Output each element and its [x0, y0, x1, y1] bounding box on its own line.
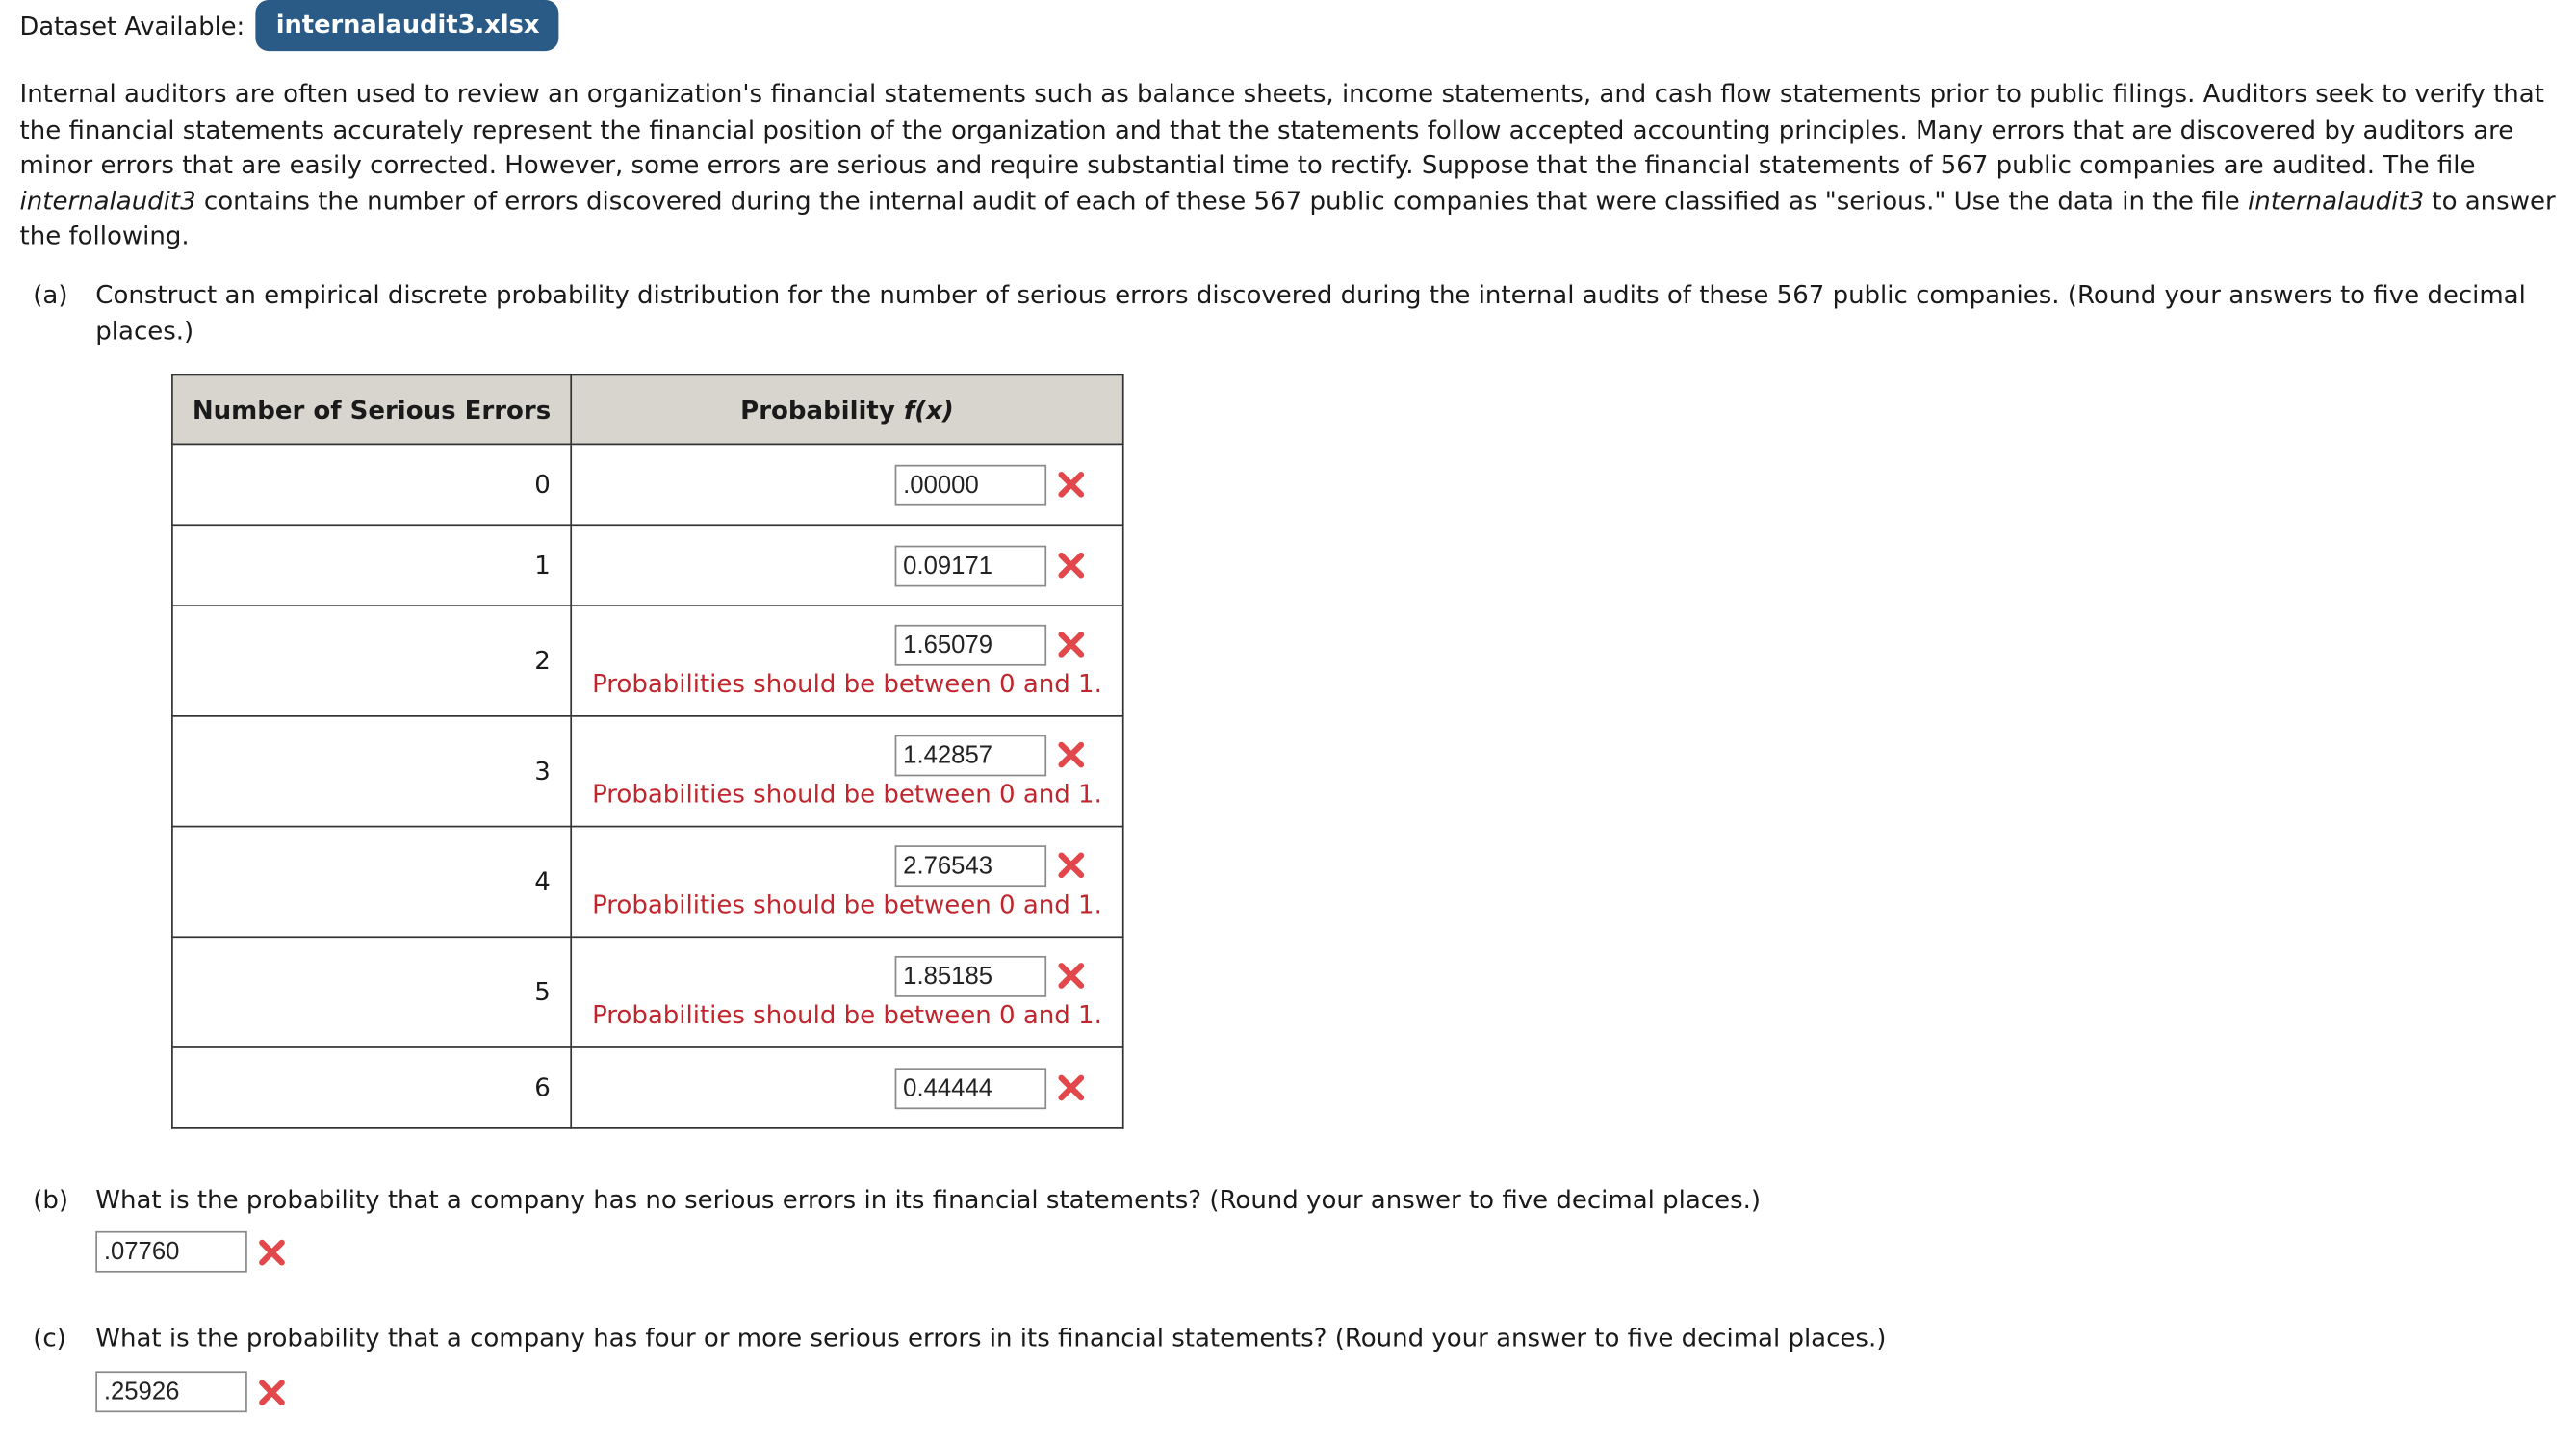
col-header-prob-fx: f — [903, 395, 915, 425]
probability-cell — [571, 716, 1123, 827]
incorrect-x-icon — [1056, 740, 1086, 770]
incorrect-x-icon — [257, 1377, 287, 1406]
part-c-question — [33, 1322, 2505, 1357]
probability-input[interactable]: 1.65079 — [895, 624, 1047, 665]
errors-count-cell: 5 — [172, 937, 571, 1047]
dataset-download-button[interactable]: internalaudit3.xlsx — [256, 0, 559, 51]
part-c-text: What is the probability that a company has four or more serious errors in its financial statements? (Round your answer to five decimal places.) — [95, 1323, 1887, 1354]
errors-count-cell: 3 — [172, 716, 571, 827]
part-b-question — [33, 1183, 2505, 1219]
validation-error-message: Probabilities should be between 0 and 1. — [592, 889, 1102, 919]
part-a-letter: (a) — [33, 280, 68, 310]
part-c-input[interactable]: .25926 — [95, 1371, 247, 1412]
dataset-label: Dataset Available: — [19, 11, 245, 40]
part-b-input[interactable]: .07760 — [95, 1231, 247, 1273]
probability-input[interactable]: .00000 — [895, 464, 1047, 505]
intro-file-ref-1: internalaudit3 — [19, 185, 196, 216]
probability-cell — [571, 1047, 1123, 1128]
errors-count-cell: 1 — [172, 525, 571, 606]
table-row — [172, 1047, 1123, 1128]
probability-cell — [571, 937, 1123, 1047]
incorrect-x-icon — [1056, 961, 1086, 991]
validation-error-message: Probabilities should be between 0 and 1. — [592, 999, 1102, 1030]
intro-file-ref-2: internalaudit3 — [2248, 185, 2425, 216]
table-row — [172, 716, 1123, 827]
table-body — [172, 444, 1123, 1127]
probability-answer — [572, 464, 1122, 505]
probability-answer — [572, 844, 1122, 886]
incorrect-x-icon — [1056, 1073, 1086, 1103]
table-row — [172, 444, 1123, 525]
part-b-text: What is the probability that a company has no serious errors in its financial statements? (Round your answer to five decimal places.) — [95, 1184, 1762, 1215]
part-c-letter: (c) — [33, 1323, 66, 1354]
table-row — [172, 606, 1123, 716]
table-row — [172, 937, 1123, 1047]
errors-count-cell: 2 — [172, 606, 571, 716]
incorrect-x-icon — [1056, 630, 1086, 659]
table-row — [172, 827, 1123, 938]
validation-error-message: Probabilities should be between 0 and 1. — [592, 668, 1102, 699]
errors-count-cell: 4 — [172, 827, 571, 938]
part-b-letter: (b) — [33, 1184, 69, 1215]
incorrect-x-icon — [257, 1237, 287, 1267]
dataset-row — [20, 0, 559, 51]
probability-answer — [572, 735, 1122, 776]
probability-answer — [572, 624, 1122, 665]
validation-error-message: Probabilities should be between 0 and 1. — [592, 778, 1102, 809]
intro-text-3: to answer the following. — [19, 185, 2556, 251]
probability-input[interactable]: 2.76543 — [895, 844, 1047, 886]
probability-input[interactable]: 0.09171 — [895, 545, 1047, 586]
probability-input[interactable]: 1.85185 — [895, 955, 1047, 996]
part-c-answer — [95, 1371, 287, 1412]
col-header-probability — [571, 374, 1123, 444]
intro-text-1: Internal auditors are often used to review an organization's financial statements such as balance sheets, income statements, and cash flow statements prior to public filings. Auditors seek to verify that the financial statements accurately represent the financial position of the organization and that the statements follow accepted accounting principles. Many errors that are discovered by auditors are minor errors that are easily corrected. However, some errors are serious and require substantial time to rectify. Suppose that the financial statements of 567 public companies are audited. The file — [19, 79, 2544, 180]
errors-count-cell: 0 — [172, 444, 571, 525]
incorrect-x-icon — [1056, 470, 1086, 500]
probability-answer — [572, 545, 1122, 586]
col-header-errors: Number of Serious Errors — [172, 374, 571, 444]
probability-table — [171, 374, 1124, 1129]
part-a-question — [33, 278, 2554, 349]
table-header-row — [172, 374, 1123, 444]
probability-cell — [571, 606, 1123, 716]
problem-intro — [20, 77, 2571, 254]
incorrect-x-icon — [1056, 850, 1086, 880]
probability-answer — [572, 955, 1122, 996]
probability-input[interactable]: 1.42857 — [895, 735, 1047, 776]
part-b-answer — [95, 1231, 287, 1273]
probability-cell — [571, 444, 1123, 525]
probability-cell — [571, 525, 1123, 606]
part-a-text: Construct an empirical discrete probability distribution for the number of serious errors discovered during the internal audits of these 567 public companies. (Round your answers to five decimal places.) — [95, 280, 2526, 346]
col-header-prob-prefix: Probability — [740, 395, 904, 425]
probability-input[interactable]: 0.44444 — [895, 1068, 1047, 1109]
table-row — [172, 525, 1123, 606]
probability-cell — [571, 827, 1123, 938]
probability-answer — [572, 1068, 1122, 1109]
col-header-prob-paren: (x) — [914, 395, 954, 425]
intro-text-2: contains the number of errors discovered during the internal audit of each of these 567 public companies that were classified as "serious." Use the data in the file — [195, 185, 2249, 216]
errors-count-cell: 6 — [172, 1047, 571, 1128]
incorrect-x-icon — [1056, 551, 1086, 580]
